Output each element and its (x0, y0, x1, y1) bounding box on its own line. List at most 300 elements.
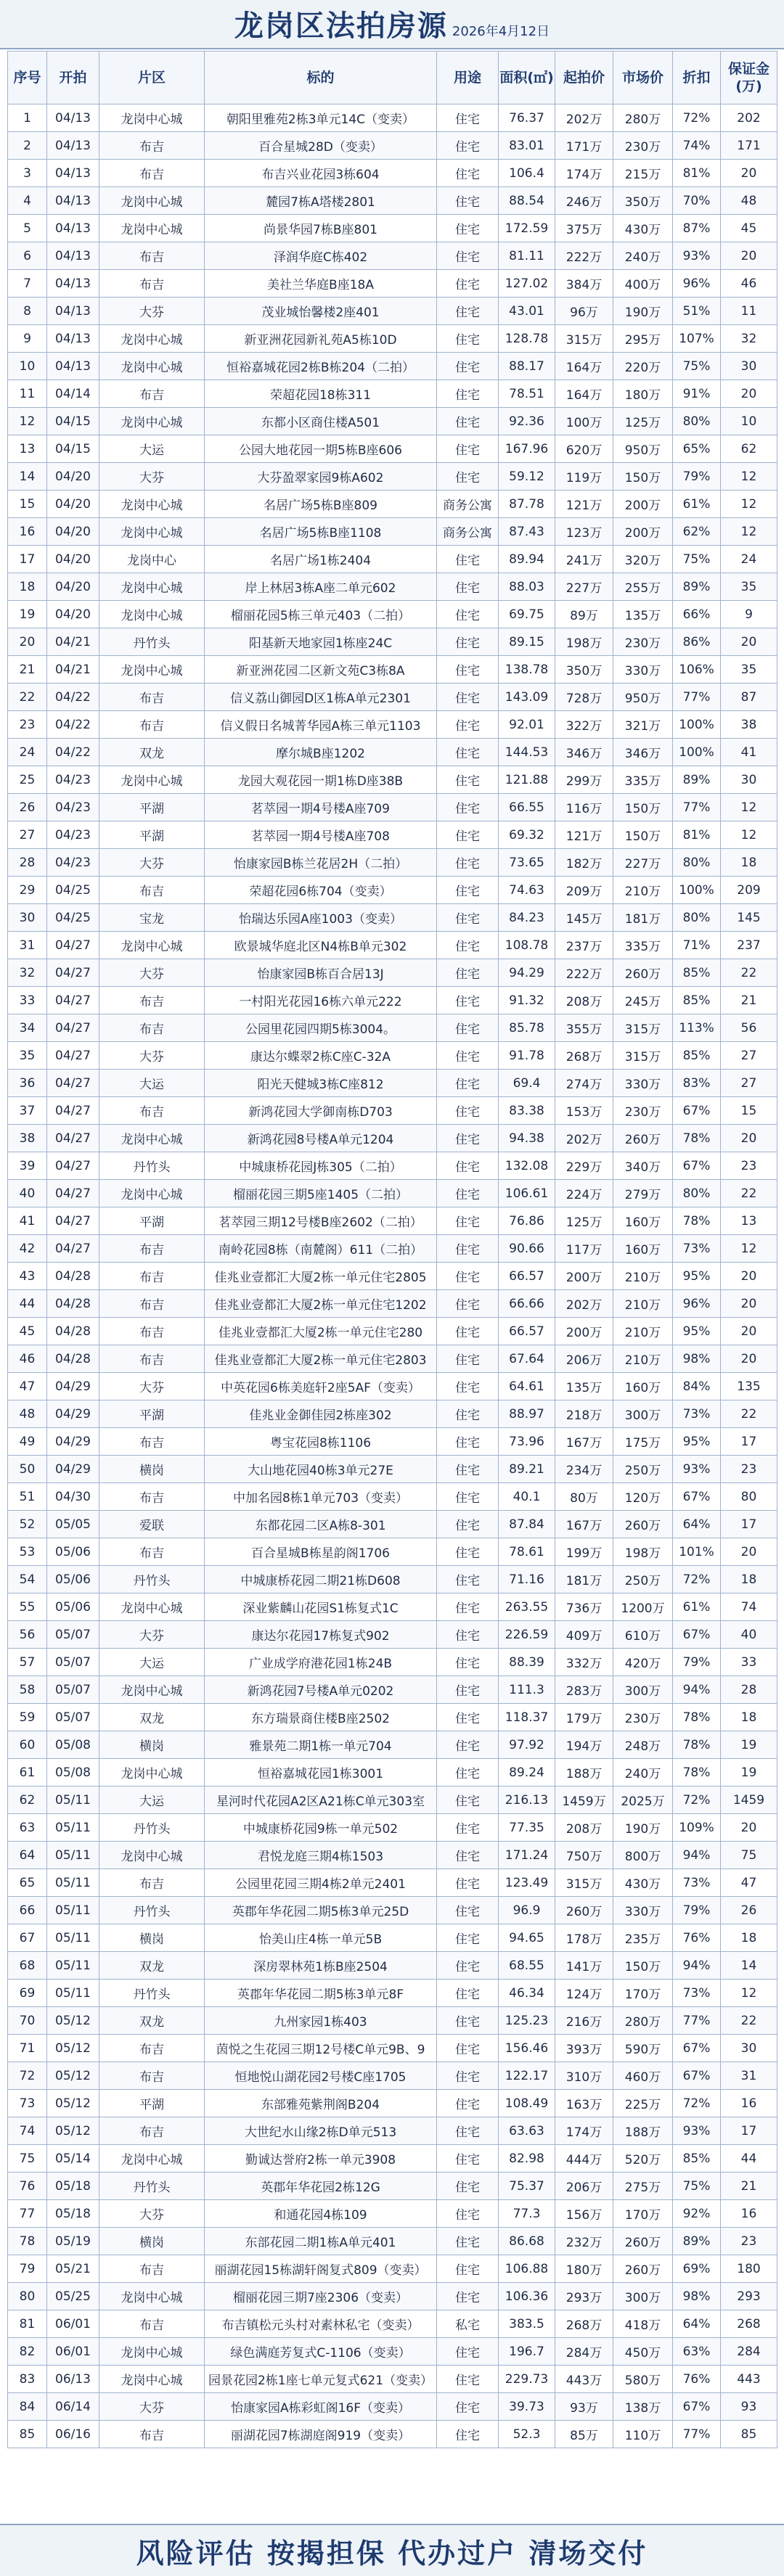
cell-index: 23 (8, 711, 47, 739)
cell-start-price: 274万 (555, 1070, 613, 1097)
cell-usage: 住宅 (437, 546, 499, 573)
cell-date: 05/07 (47, 1704, 99, 1731)
cell-market-price: 400万 (613, 270, 673, 298)
cell-discount: 79% (673, 463, 721, 491)
cell-size: 87.78 (499, 491, 555, 518)
cell-index: 5 (8, 215, 47, 242)
cell-date: 05/05 (47, 1511, 99, 1538)
cell-deposit: 268 (721, 2310, 777, 2338)
cell-size: 66.57 (499, 1263, 555, 1290)
cell-property: 佳兆业壹都汇大厦2栋一单元住宅2805 (205, 1263, 437, 1290)
cell-index: 19 (8, 601, 47, 628)
cell-property: 布吉镇松元头村对素林私宅（变卖） (205, 2310, 437, 2338)
cell-market-price: 230万 (613, 1704, 673, 1731)
table-row (8, 794, 777, 821)
cell-index: 14 (8, 463, 47, 491)
cell-property: 茂业城怡馨楼2座401 (205, 298, 437, 325)
cell-start-price: 222万 (555, 959, 613, 987)
cell-date: 04/20 (47, 518, 99, 546)
cell-size: 87.43 (499, 518, 555, 546)
cell-property: 恒裕嘉城花园1栋3001 (205, 1759, 437, 1787)
cell-start-price: 179万 (555, 1704, 613, 1731)
cell-start-price: 355万 (555, 1014, 613, 1042)
table-row (8, 2117, 777, 2145)
cell-deposit: 22 (721, 2007, 777, 2035)
cell-area: 丹竹头 (99, 2173, 205, 2200)
cell-market-price: 240万 (613, 242, 673, 270)
cell-date: 05/06 (47, 1538, 99, 1566)
cell-usage: 住宅 (437, 2007, 499, 2035)
cell-discount: 79% (673, 1649, 721, 1676)
cell-area: 布吉 (99, 1483, 205, 1511)
cell-date: 05/08 (47, 1759, 99, 1787)
cell-discount: 69% (673, 2255, 721, 2283)
cell-area: 丹竹头 (99, 1897, 205, 1924)
cell-size: 144.53 (499, 739, 555, 766)
cell-market-price: 181万 (613, 904, 673, 932)
cell-discount: 67% (673, 1483, 721, 1511)
cell-property: 榴丽花园三期5座1405（二拍） (205, 1180, 437, 1207)
cell-start-price: 93万 (555, 2393, 613, 2421)
cell-discount: 67% (673, 1152, 721, 1180)
cell-property: 丽湖花园15栋湖轩阁复式809（变卖） (205, 2255, 437, 2283)
cell-usage: 住宅 (437, 380, 499, 408)
cell-deposit: 23 (721, 1152, 777, 1180)
cell-discount: 74% (673, 132, 721, 160)
table-row (8, 160, 777, 187)
cell-index: 78 (8, 2228, 47, 2255)
table-row (8, 932, 777, 959)
cell-market-price: 150万 (613, 1952, 673, 1980)
cell-usage: 住宅 (437, 849, 499, 877)
cell-property: 布吉兴业花园3栋604 (205, 160, 437, 187)
cell-area: 平湖 (99, 821, 205, 849)
cell-date: 04/25 (47, 877, 99, 904)
cell-index: 43 (8, 1263, 47, 1290)
cell-property: 君悦龙庭三期4栋1503 (205, 1842, 437, 1869)
cell-usage: 住宅 (437, 1070, 499, 1097)
cell-market-price: 150万 (613, 821, 673, 849)
cell-start-price: 375万 (555, 215, 613, 242)
cell-usage: 住宅 (437, 711, 499, 739)
cell-date: 04/15 (47, 408, 99, 435)
cell-size: 86.68 (499, 2228, 555, 2255)
table-row (8, 1731, 777, 1759)
cell-usage: 住宅 (437, 187, 499, 215)
cell-discount: 73% (673, 1980, 721, 2007)
cell-property: 佳兆业壹都汇大厦2栋一单元住宅2803 (205, 1345, 437, 1373)
cell-start-price: 156万 (555, 2200, 613, 2228)
cell-property: 东方瑞景商住楼B座2502 (205, 1704, 437, 1731)
cell-date: 04/14 (47, 380, 99, 408)
cell-index: 49 (8, 1428, 47, 1456)
cell-deposit: 14 (721, 1952, 777, 1980)
cell-market-price: 170万 (613, 2200, 673, 2228)
cell-start-price: 206万 (555, 1345, 613, 1373)
col-header-deposit: 保证金(万) (721, 52, 777, 104)
cell-usage: 住宅 (437, 628, 499, 656)
cell-deposit: 33 (721, 1649, 777, 1676)
cell-area: 龙岗中心城 (99, 1676, 205, 1704)
cell-index: 36 (8, 1070, 47, 1097)
cell-deposit: 87 (721, 684, 777, 711)
cell-market-price: 215万 (613, 160, 673, 187)
cell-usage: 住宅 (437, 435, 499, 463)
cell-area: 龙岗中心城 (99, 325, 205, 353)
cell-start-price: 171万 (555, 132, 613, 160)
cell-property: 绿色满庭芳复式C-1106（变卖） (205, 2338, 437, 2366)
cell-discount: 61% (673, 1593, 721, 1621)
cell-property: 茗萃园一期4号楼A座709 (205, 794, 437, 821)
cell-deposit: 20 (721, 1318, 777, 1345)
cell-size: 97.92 (499, 1731, 555, 1759)
cell-discount: 72% (673, 104, 721, 132)
cell-size: 127.02 (499, 270, 555, 298)
cell-size: 68.55 (499, 1952, 555, 1980)
cell-size: 172.59 (499, 215, 555, 242)
cell-market-price: 200万 (613, 491, 673, 518)
cell-property: 泽润华庭C栋402 (205, 242, 437, 270)
cell-market-price: 2025万 (613, 1787, 673, 1814)
table-row (8, 739, 777, 766)
cell-size: 39.73 (499, 2393, 555, 2421)
cell-deposit: 12 (721, 491, 777, 518)
cell-property: 佳兆业壹都汇大厦2栋一单元住宅1202 (205, 1290, 437, 1318)
cell-size: 263.55 (499, 1593, 555, 1621)
cell-start-price: 141万 (555, 1952, 613, 1980)
cell-size: 106.36 (499, 2283, 555, 2310)
cell-index: 29 (8, 877, 47, 904)
cell-usage: 住宅 (437, 1373, 499, 1400)
cell-discount: 96% (673, 1290, 721, 1318)
cell-size: 90.66 (499, 1235, 555, 1263)
cell-start-price: 443万 (555, 2366, 613, 2393)
cell-area: 龙岗中心 (99, 546, 205, 573)
cell-deposit: 17 (721, 1511, 777, 1538)
cell-date: 04/29 (47, 1373, 99, 1400)
cell-discount: 80% (673, 408, 721, 435)
cell-usage: 住宅 (437, 1428, 499, 1456)
cell-date: 05/11 (47, 1980, 99, 2007)
cell-deposit: 12 (721, 794, 777, 821)
cell-index: 55 (8, 1593, 47, 1621)
cell-size: 78.61 (499, 1538, 555, 1566)
cell-market-price: 150万 (613, 794, 673, 821)
cell-size: 73.96 (499, 1428, 555, 1456)
cell-discount: 93% (673, 2117, 721, 2145)
cell-size: 89.94 (499, 546, 555, 573)
cell-start-price: 200万 (555, 1318, 613, 1345)
cell-start-price: 284万 (555, 2338, 613, 2366)
cell-index: 12 (8, 408, 47, 435)
cell-start-price: 124万 (555, 1980, 613, 2007)
cell-property: 阳光天健城3栋C座812 (205, 1070, 437, 1097)
cell-market-price: 610万 (613, 1621, 673, 1649)
cell-area: 丹竹头 (99, 1152, 205, 1180)
cell-deposit: 443 (721, 2366, 777, 2393)
cell-deposit: 16 (721, 2090, 777, 2117)
cell-property: 深房翠林苑1栋B座2504 (205, 1952, 437, 1980)
cell-start-price: 153万 (555, 1097, 613, 1125)
cell-start-price: 174万 (555, 2117, 613, 2145)
cell-start-price: 116万 (555, 794, 613, 821)
cell-date: 04/23 (47, 794, 99, 821)
table-row (8, 766, 777, 794)
cell-discount: 75% (673, 353, 721, 380)
cell-index: 53 (8, 1538, 47, 1566)
cell-discount: 78% (673, 1207, 721, 1235)
cell-deposit: 24 (721, 546, 777, 573)
cell-index: 41 (8, 1207, 47, 1235)
cell-deposit: 74 (721, 1593, 777, 1621)
cell-discount: 80% (673, 1180, 721, 1207)
cell-discount: 66% (673, 601, 721, 628)
cell-market-price: 180万 (613, 380, 673, 408)
cell-index: 26 (8, 794, 47, 821)
cell-market-price: 950万 (613, 435, 673, 463)
cell-date: 04/20 (47, 491, 99, 518)
cell-deposit: 30 (721, 766, 777, 794)
cell-date: 04/23 (47, 821, 99, 849)
cell-area: 布吉 (99, 1014, 205, 1042)
cell-deposit: 20 (721, 1290, 777, 1318)
cell-usage: 住宅 (437, 408, 499, 435)
cell-size: 73.65 (499, 849, 555, 877)
cell-discount: 77% (673, 684, 721, 711)
listing-table (7, 51, 777, 2448)
cell-index: 21 (8, 656, 47, 684)
cell-area: 布吉 (99, 1869, 205, 1897)
cell-property: 怡瑞达乐园A座1003（变卖） (205, 904, 437, 932)
cell-size: 59.12 (499, 463, 555, 491)
cell-size: 94.38 (499, 1125, 555, 1152)
cell-deposit: 22 (721, 1400, 777, 1428)
cell-deposit: 293 (721, 2283, 777, 2310)
cell-deposit: 93 (721, 2393, 777, 2421)
table-row (8, 1428, 777, 1456)
cell-index: 83 (8, 2366, 47, 2393)
cell-area: 布吉 (99, 1345, 205, 1373)
table-row (8, 408, 777, 435)
cell-deposit: 284 (721, 2338, 777, 2366)
cell-area: 大运 (99, 435, 205, 463)
cell-deposit: 35 (721, 656, 777, 684)
table-row (8, 132, 777, 160)
cell-discount: 113% (673, 1014, 721, 1042)
cell-start-price: 80万 (555, 1483, 613, 1511)
cell-usage: 住宅 (437, 1511, 499, 1538)
cell-area: 横岗 (99, 1731, 205, 1759)
cell-index: 46 (8, 1345, 47, 1373)
table-row (8, 270, 777, 298)
cell-market-price: 255万 (613, 573, 673, 601)
cell-property: 新亚洲花园新礼苑A5栋10D (205, 325, 437, 353)
cell-date: 04/27 (47, 1152, 99, 1180)
cell-property: 怡美山庄4栋一单元5B (205, 1924, 437, 1952)
cell-index: 66 (8, 1897, 47, 1924)
cell-market-price: 210万 (613, 1345, 673, 1373)
cell-property: 新鸿花园8号楼A单元1204 (205, 1125, 437, 1152)
cell-area: 龙岗中心城 (99, 2145, 205, 2173)
cell-size: 167.96 (499, 435, 555, 463)
cell-deposit: 202 (721, 104, 777, 132)
cell-size: 96.9 (499, 1897, 555, 1924)
cell-deposit: 21 (721, 2173, 777, 2200)
cell-size: 89.24 (499, 1759, 555, 1787)
cell-start-price: 209万 (555, 877, 613, 904)
table-row (8, 2200, 777, 2228)
cell-date: 04/20 (47, 601, 99, 628)
cell-start-price: 728万 (555, 684, 613, 711)
cell-market-price: 150万 (613, 463, 673, 491)
cell-deposit: 20 (721, 1263, 777, 1290)
cell-market-price: 188万 (613, 2117, 673, 2145)
cell-usage: 住宅 (437, 739, 499, 766)
cell-usage: 住宅 (437, 1621, 499, 1649)
table-row (8, 1566, 777, 1593)
table-row (8, 656, 777, 684)
cell-index: 17 (8, 546, 47, 573)
cell-market-price: 418万 (613, 2310, 673, 2338)
cell-usage: 住宅 (437, 1097, 499, 1125)
cell-area: 布吉 (99, 1538, 205, 1566)
cell-start-price: 246万 (555, 187, 613, 215)
cell-market-price: 450万 (613, 2338, 673, 2366)
cell-property: 信义假日名城菁华园A栋三单元1103 (205, 711, 437, 739)
cell-usage: 商务公寓 (437, 518, 499, 546)
cell-discount: 89% (673, 766, 721, 794)
cell-date: 04/27 (47, 959, 99, 987)
cell-usage: 住宅 (437, 2145, 499, 2173)
cell-market-price: 210万 (613, 1263, 673, 1290)
cell-area: 大芬 (99, 1042, 205, 1070)
col-header-market-price: 市场价 (613, 52, 673, 104)
cell-date: 04/29 (47, 1400, 99, 1428)
cell-date: 04/27 (47, 1180, 99, 1207)
cell-discount: 96% (673, 270, 721, 298)
cell-usage: 住宅 (437, 601, 499, 628)
cell-date: 05/06 (47, 1566, 99, 1593)
cell-date: 04/13 (47, 104, 99, 132)
cell-area: 大运 (99, 1649, 205, 1676)
cell-deposit: 20 (721, 1345, 777, 1373)
cell-property: 中英花园6栋美庭轩2座5AF（变卖） (205, 1373, 437, 1400)
cell-market-price: 420万 (613, 1649, 673, 1676)
cell-index: 37 (8, 1097, 47, 1125)
cell-deposit: 237 (721, 932, 777, 959)
cell-area: 横岗 (99, 2228, 205, 2255)
table-row (8, 1593, 777, 1621)
cell-size: 85.78 (499, 1014, 555, 1042)
cell-property: 中城康桥花园J栋305（二拍） (205, 1152, 437, 1180)
cell-discount: 65% (673, 435, 721, 463)
cell-deposit: 75 (721, 1842, 777, 1869)
cell-market-price: 190万 (613, 1814, 673, 1842)
cell-market-price: 135万 (613, 601, 673, 628)
cell-size: 125.23 (499, 2007, 555, 2035)
table-row (8, 2283, 777, 2310)
cell-usage: 住宅 (437, 766, 499, 794)
cell-date: 05/07 (47, 1621, 99, 1649)
cell-start-price: 227万 (555, 573, 613, 601)
cell-date: 05/11 (47, 1787, 99, 1814)
cell-discount: 51% (673, 298, 721, 325)
cell-index: 15 (8, 491, 47, 518)
cell-area: 布吉 (99, 1428, 205, 1456)
cell-area: 龙岗中心城 (99, 656, 205, 684)
cell-index: 72 (8, 2062, 47, 2090)
cell-index: 9 (8, 325, 47, 353)
cell-area: 布吉 (99, 380, 205, 408)
cell-area: 大芬 (99, 2200, 205, 2228)
cell-market-price: 138万 (613, 2393, 673, 2421)
cell-market-price: 230万 (613, 628, 673, 656)
cell-deposit: 30 (721, 353, 777, 380)
cell-index: 69 (8, 1980, 47, 2007)
cell-deposit: 12 (721, 821, 777, 849)
cell-property: 名居广场1栋2404 (205, 546, 437, 573)
cell-start-price: 121万 (555, 491, 613, 518)
cell-usage: 住宅 (437, 2035, 499, 2062)
cell-deposit: 44 (721, 2145, 777, 2173)
cell-deposit: 56 (721, 1014, 777, 1042)
cell-date: 04/25 (47, 904, 99, 932)
cell-index: 28 (8, 849, 47, 877)
cell-index: 38 (8, 1125, 47, 1152)
cell-date: 04/13 (47, 353, 99, 380)
cell-property: 恒裕嘉城花园2栋B栋204（二拍） (205, 353, 437, 380)
cell-property: 茗萃园一期4号楼A座708 (205, 821, 437, 849)
cell-size: 81.11 (499, 242, 555, 270)
cell-index: 8 (8, 298, 47, 325)
cell-size: 94.65 (499, 1924, 555, 1952)
cell-date: 04/13 (47, 325, 99, 353)
cell-property: 康达尔花园17栋复式902 (205, 1621, 437, 1649)
cell-discount: 98% (673, 1345, 721, 1373)
cell-area: 龙岗中心城 (99, 1759, 205, 1787)
cell-size: 196.7 (499, 2338, 555, 2366)
cell-date: 04/29 (47, 1456, 99, 1483)
cell-property: 园景花园2栋1座七单元复式621（变卖） (205, 2366, 437, 2393)
cell-index: 68 (8, 1952, 47, 1980)
cell-area: 布吉 (99, 1235, 205, 1263)
table-row (8, 1235, 777, 1263)
cell-discount: 85% (673, 1042, 721, 1070)
cell-property: 麓园7栋A塔楼2801 (205, 187, 437, 215)
cell-start-price: 332万 (555, 1649, 613, 1676)
cell-size: 75.37 (499, 2173, 555, 2200)
cell-market-price: 315万 (613, 1042, 673, 1070)
cell-date: 05/14 (47, 2145, 99, 2173)
cell-start-price: 167万 (555, 1511, 613, 1538)
cell-deposit: 171 (721, 132, 777, 160)
cell-usage: 住宅 (437, 932, 499, 959)
cell-index: 24 (8, 739, 47, 766)
cell-deposit: 20 (721, 1814, 777, 1842)
cell-area: 龙岗中心城 (99, 2283, 205, 2310)
cell-property: 东都花园二区A栋8-301 (205, 1511, 437, 1538)
cell-property: 新鸿花园7号楼A单元0202 (205, 1676, 437, 1704)
cell-deposit: 40 (721, 1621, 777, 1649)
cell-date: 05/11 (47, 1952, 99, 1980)
cell-usage: 住宅 (437, 573, 499, 601)
cell-deposit: 27 (721, 1042, 777, 1070)
cell-index: 50 (8, 1456, 47, 1483)
header-row (8, 52, 777, 104)
cell-deposit: 22 (721, 1180, 777, 1207)
cell-date: 04/22 (47, 711, 99, 739)
cell-usage: 住宅 (437, 2062, 499, 2090)
